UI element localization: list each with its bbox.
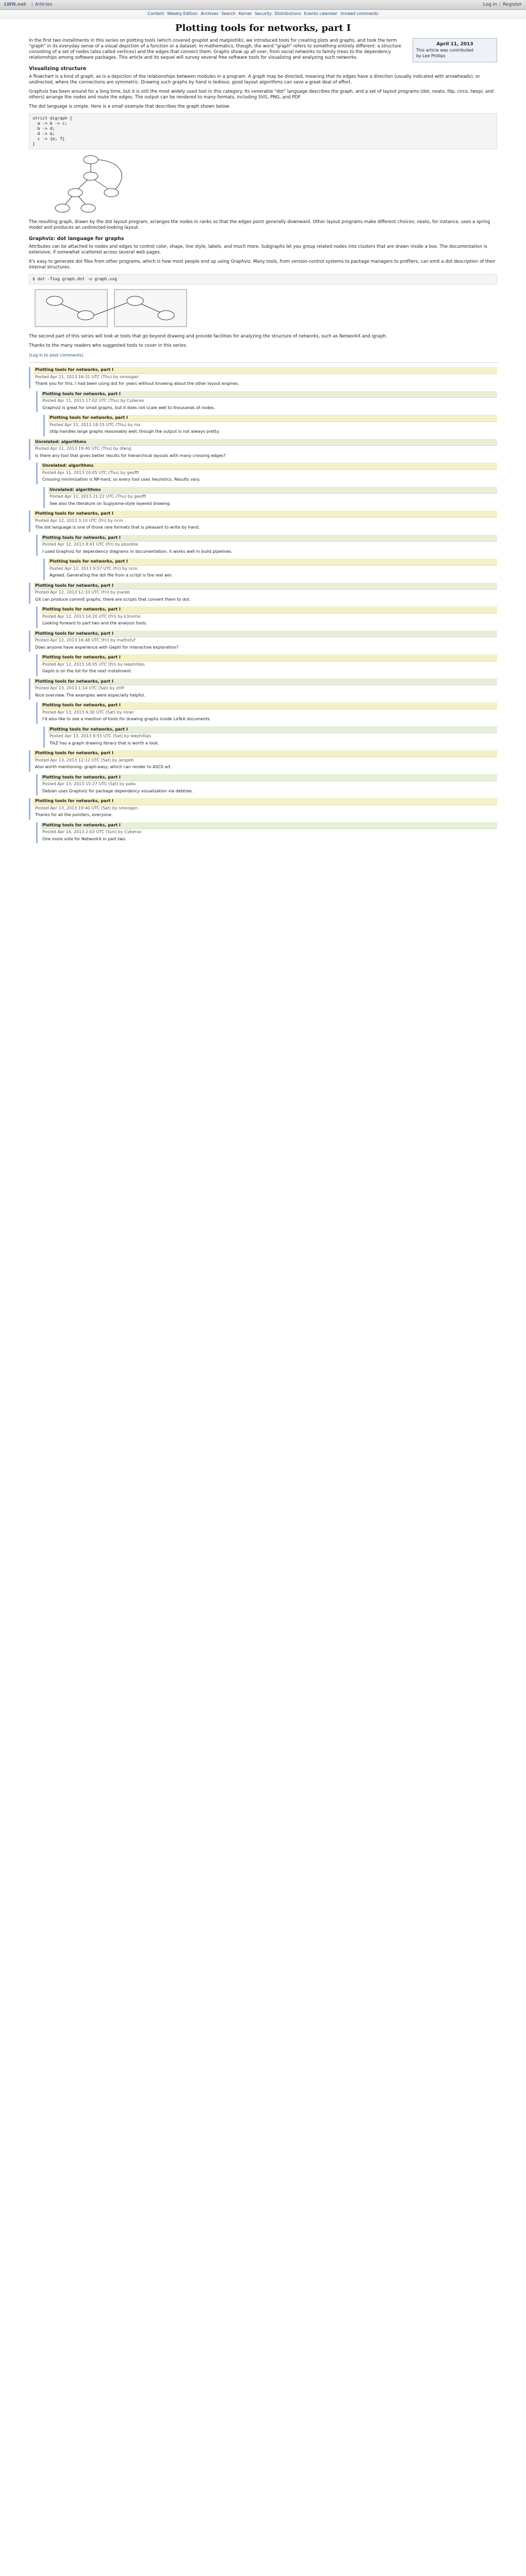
comment-body: Thanks for all the pointers, everyone. [35, 812, 113, 817]
login-to-comment-link[interactable]: (Log in to post comments) [29, 353, 84, 358]
cluster-diagram [34, 289, 189, 329]
comment-meta: Posted Apr 12, 2013 18:05 UTC (Fri) by leephillips [42, 662, 145, 667]
comment-title[interactable]: Unrelated: algorithms [41, 463, 497, 470]
comment-title[interactable]: Plotting tools for networks, part I [41, 606, 497, 614]
nav-link[interactable]: Search [221, 11, 236, 16]
comment [36, 391, 497, 413]
comment [36, 654, 497, 676]
nav-link[interactable]: Events calendar [304, 11, 338, 16]
cluster-box [35, 290, 107, 327]
comment-body: I'd also like to see a mention of tools for drawing graphs inside LaTeX documents. [42, 717, 211, 721]
comment-meta: Posted Apr 13, 2013 8:55 UTC (Sat) by leephillips [50, 734, 152, 738]
comment-meta: Posted Apr 12, 2013 8:41 UTC (Fri) by pboddie [42, 542, 138, 547]
nav-link[interactable]: Content [147, 11, 165, 16]
comment-title[interactable]: Plotting tools for networks, part I [34, 367, 497, 374]
graph-edge [65, 196, 72, 204]
comment-body: Graphviz is great for small graphs, but it does not scale well to thousands of nodes. [42, 405, 216, 410]
comment-meta: Posted Apr 13, 2013 6:30 UTC (Sat) by niner [42, 709, 134, 715]
comment-body: Git can produce commit graphs; there are scripts that convert them to dot. [35, 597, 191, 602]
comment-meta: Posted Apr 12, 2013 12:33 UTC (Fri) by jnareb [35, 590, 130, 595]
comment [36, 774, 497, 796]
comment-body: Is there any tool that gives better results for hierarchical layouts with many crossing edges? [35, 453, 226, 458]
comment-body: The dot language is one of those rare formats that is pleasant to write by hand. [35, 525, 200, 530]
comments-section [29, 367, 497, 843]
cluster-node [127, 296, 143, 306]
comment-meta: Posted Apr 11, 2013 16:31 UTC (Thu) by smoogen [35, 374, 139, 379]
graph-node-f [81, 204, 95, 212]
comment-meta: Posted Apr 11, 2013 19:40 UTC (Thu) by dlang [35, 446, 132, 451]
comment-body: Gephi is on the list for the next installment. [42, 669, 133, 673]
comment-title[interactable]: Plotting tools for networks, part I [41, 822, 497, 829]
cluster-node [158, 311, 174, 320]
top-bar [0, 0, 526, 10]
graph-figure [29, 154, 497, 215]
comment-body: Does anyone have experience with Gephi for interactive exploration? [35, 645, 178, 650]
comment-title[interactable]: Plotting tools for networks, part I [48, 415, 497, 422]
article-date: April 11, 2013 [436, 42, 473, 47]
comment [29, 798, 497, 820]
nav-link[interactable]: Security [254, 11, 272, 16]
nav-link[interactable]: Weekly Edition [167, 11, 198, 16]
cluster-figure [29, 289, 497, 330]
nav-bar [0, 10, 526, 19]
comment-title[interactable]: Plotting tools for networks, part I [41, 702, 497, 709]
comment [29, 583, 497, 604]
articles-link[interactable]: Articles [35, 2, 53, 7]
thanks-note: Thanks to the many readers who suggested tools to cover in this series. [29, 343, 188, 348]
comment [29, 631, 497, 652]
comment [29, 367, 497, 388]
register-link[interactable]: Register [502, 2, 522, 7]
paragraph: Graphviz has been around for a long time, but it is still the most widely used tool in this category. Its venerable "dot" language describes the graph, and a set of layout programs (dot, neato, fdp, circo, twopi, and others) arrange the nodes and route the edges. The output can be rendered to many formats, including SVG, PNG, and PDF. [29, 89, 494, 100]
topbar-separator: | [499, 2, 501, 7]
comment-title[interactable]: Plotting tools for networks, part I [34, 798, 497, 805]
divider [29, 362, 497, 363]
comment-meta: Posted Apr 13, 2013 1:14 UTC (Sat) by xtifr [35, 686, 125, 690]
comment [36, 463, 497, 484]
comment-body: One more vote for NetworkX in part two. [42, 836, 127, 841]
login-link[interactable]: Log in [483, 2, 497, 7]
comment-title[interactable]: Plotting tools for networks, part I [34, 511, 497, 518]
comment-meta: Posted Apr 12, 2013 9:57 UTC (Fri) by ncm [50, 566, 138, 571]
comment-body: Also worth mentioning: graph-easy, which can render to ASCII art. [35, 765, 172, 769]
comment [29, 750, 497, 772]
comment-meta: Posted Apr 13, 2013 19:40 UTC (Sat) by smoogen [35, 805, 138, 810]
paragraph: The second part of this series will look at tools that go beyond drawing and provide facilities for analyzing the structure of networks, such as NetworkX and igraph. [29, 334, 387, 339]
code-block: $ dot -Tsvg graph.dot -o graph.svg [29, 274, 497, 284]
nav-link[interactable]: Kernel [238, 11, 252, 16]
comment-title[interactable]: Unrelated: algorithms [48, 487, 497, 494]
comment-body: sfdp handles large graphs reasonably well, though the output is not always pretty. [50, 429, 220, 434]
comment-body: Agreed. Generating the dot file from a script is the real win. [50, 573, 173, 578]
comment-title[interactable]: Unrelated: algorithms [34, 439, 497, 446]
comment [29, 679, 497, 700]
comment [29, 511, 497, 532]
graph-node-c [68, 189, 83, 197]
comment-meta: Posted Apr 11, 2013 20:05 UTC (Thu) by geofft [42, 470, 139, 475]
article-body [29, 38, 497, 843]
comment-meta: Posted Apr 11, 2013 21:22 UTC (Thu) by geofft [50, 494, 146, 499]
nav-link[interactable]: Distributions [274, 11, 301, 16]
comment [43, 558, 497, 580]
paragraph: In the first two installments in this series on plotting tools (which covered gnuplot and matplotlib), we introduced tools for creating plots and graphs, and took the term "graph" in its everyday sense of a visual depiction of a function or a dataset. In mathematics, though, the word "graph" refers to something entirely different: a structure consisting of a set of nodes (also called vertices) and the edges that connect them. Graphs show up all over, from social networks to family trees to the dependency relationships among software packages. This article and its sequel will survey several free software tools for visualizing and analyzing such networks. [29, 38, 402, 60]
comment-title[interactable]: Plotting tools for networks, part I [41, 774, 497, 782]
comment-meta: Posted Apr 13, 2013 15:27 UTC (Sat) by pabs [42, 782, 136, 786]
cluster-node [77, 311, 94, 320]
comment-title[interactable]: Plotting tools for networks, part I [48, 558, 497, 566]
byline-author[interactable]: by Lee Phillips [416, 54, 446, 58]
comment-meta: Posted Apr 12, 2013 16:48 UTC (Fri) by mathstuf [35, 638, 136, 642]
comment-body: TikZ has a graph drawing library that is worth a look. [50, 740, 159, 745]
graph-node-d [104, 189, 119, 197]
comment-meta: Posted Apr 12, 2013 3:10 UTC (Fri) by ncm [35, 518, 123, 523]
comment-title[interactable]: Plotting tools for networks, part I [41, 391, 497, 398]
comment-meta: Posted Apr 11, 2013 17:02 UTC (Thu) by Cyberax [42, 398, 144, 403]
comment [43, 415, 497, 436]
comment-title[interactable]: Plotting tools for networks, part I [34, 631, 497, 638]
comment [36, 702, 497, 724]
code-block: strict digraph { a -> b -> c; b -> d; d -> a; c -> {e; f} } [29, 113, 497, 149]
section-heading: Visualizing structure [29, 66, 87, 72]
nav-link[interactable]: Unread comments [340, 11, 379, 16]
graph-node-b [84, 172, 98, 180]
topbar-separator: | [31, 2, 33, 7]
comment-title[interactable]: Plotting tools for networks, part I [34, 750, 497, 757]
cluster-node [46, 296, 63, 306]
paragraph: The resulting graph, drawn by the dot layout program, arranges the nodes in ranks so that the edges point generally downward. Other layout programs make different choices; neato, for instance, uses a spring model and produces an undirected-looking layout. [29, 219, 490, 230]
comment-meta: Posted Apr 12, 2013 14:20 UTC (Fri) by k3ninho [42, 614, 141, 619]
graph-node-e [55, 204, 70, 212]
site-logo[interactable]: LWN.net [4, 2, 26, 7]
graph-node-a [84, 156, 98, 164]
comment-body: I used Graphviz for dependency diagrams in documentation; it works well in build pipelines. [42, 549, 233, 554]
comment-body: Debian uses Graphviz for package dependency visualization via debtree. [42, 788, 193, 793]
paragraph: It's easy to generate dot files from other programs, which is how most people end up using Graphviz. Many tools, from version-control systems to package managers to profilers, can emit a dot description of their internal structures. [29, 259, 496, 270]
comment-body: Looking forward to part two and the analysis tools. [42, 621, 147, 625]
comment-meta: Posted Apr 11, 2013 18:15 UTC (Thu) by nix [50, 422, 141, 427]
comment [36, 535, 497, 556]
paragraph: Attributes can be attached to nodes and edges to control color, shape, line style, labels, and much more. Subgraphs let you group related nodes into clusters that are drawn inside a box. The documentation is extensive, if somewhat scattered across several web pages. [29, 244, 487, 255]
graph-edge [78, 196, 85, 204]
comment-title[interactable]: Plotting tools for networks, part I [41, 535, 497, 542]
paragraph: A flowchart is a kind of graph, as is a depiction of the relationships between modules in a program. A graph may be directed, meaning that its edges have a direction (usually indicated with arrowheads), or undirected, where the connections are symmetric. Drawing such graphs by hand is tedious; good layout algorithms can save a great deal of effort. [29, 74, 480, 85]
comment-title[interactable]: Plotting tools for networks, part I [34, 679, 497, 686]
comment-meta: Posted Apr 13, 2013 12:12 UTC (Sat) by jengelh [35, 757, 134, 762]
comment-body: See also the literature on Sugiyama-style layered drawing. [50, 501, 171, 506]
comment [43, 726, 497, 748]
comment [36, 822, 497, 844]
comment-title[interactable]: Plotting tools for networks, part I [41, 654, 497, 662]
comment-body: Crossing minimization is NP-hard, so every tool uses heuristics. Results vary. [42, 477, 201, 482]
comment-title[interactable]: Plotting tools for networks, part I [34, 583, 497, 590]
graph-edge [78, 180, 88, 189]
graph-edge [94, 180, 108, 189]
comment-body: Nice overview. The examples were especially helpful. [35, 692, 145, 698]
graph-diagram [34, 154, 147, 214]
comment-title[interactable]: Plotting tools for networks, part I [48, 726, 497, 734]
comment-body: Thank you for this. I had been using dot for years without knowing about the other layout engines. [35, 381, 239, 386]
article-info-box [413, 38, 497, 62]
comment [43, 487, 497, 509]
nav-link[interactable]: Archives [201, 11, 219, 16]
content [0, 38, 526, 843]
page-title: Plotting tools for networks, part I [175, 23, 351, 33]
comment [36, 606, 497, 628]
comment [29, 439, 497, 461]
section-heading: Graphviz: dot language for graphs [29, 236, 124, 242]
byline-line: This article was contributed [416, 48, 473, 53]
comment-meta: Posted Apr 14, 2013 2:03 UTC (Sun) by Cyberax [42, 829, 142, 834]
paragraph: The dot language is simple. Here is a small example that describes the graph shown below: [29, 104, 231, 109]
